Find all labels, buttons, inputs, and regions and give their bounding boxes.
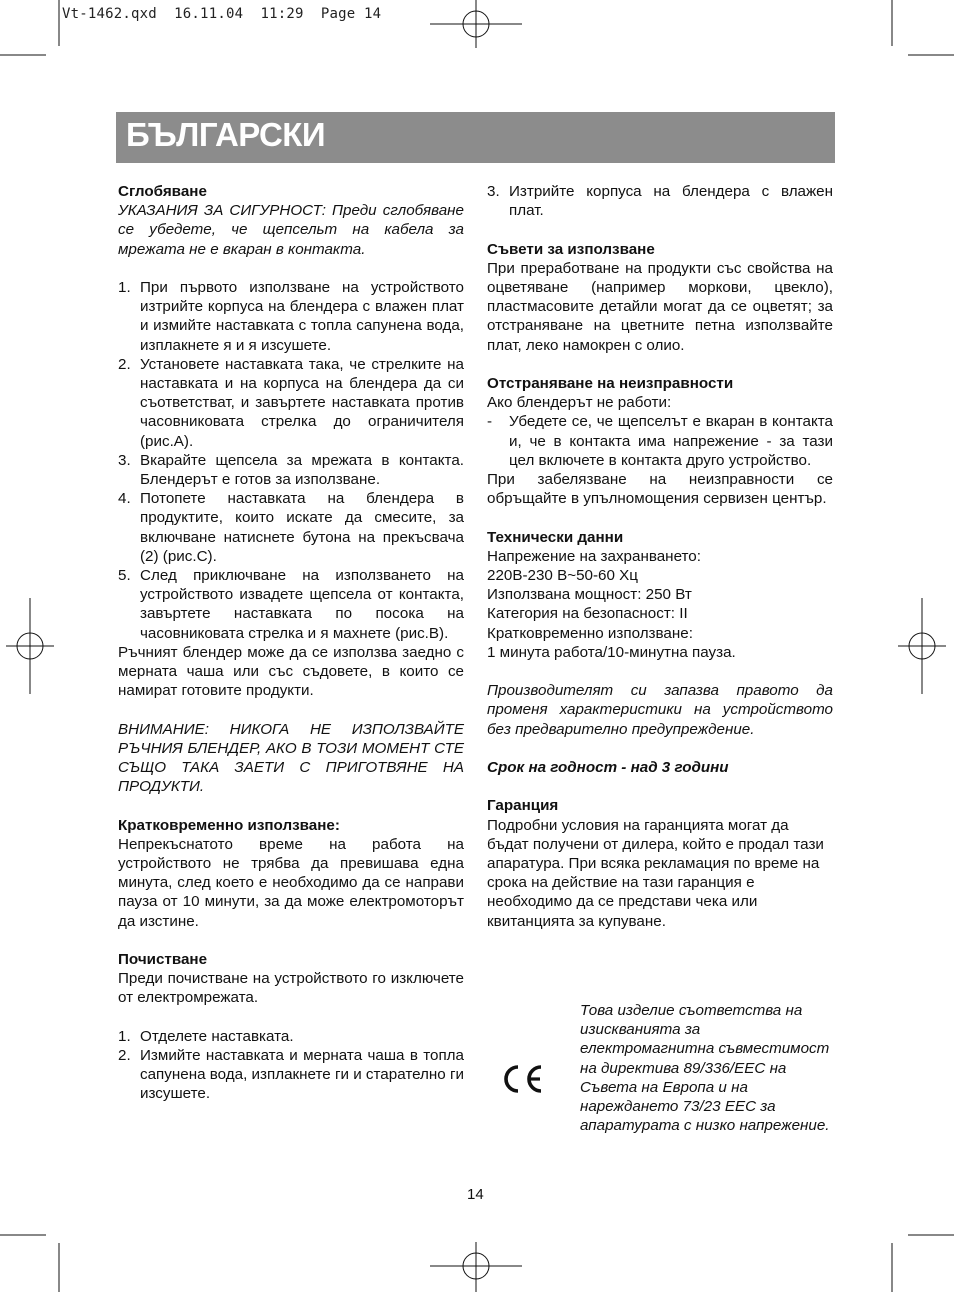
tech-line: Категория на безопасност: II [487,605,688,623]
list-item: 1. Отделете наставката. [118,1027,294,1045]
ce-conformity-text: Това изделие съответства на изискванията за електромагнитна съвместимост на директива 89/336/ЕЕС на Съвета на Европа и на нареждането 73/23 ЕЕС за апаратурата с низко напрежение. [580,1002,830,1135]
tech-heading: Технически данни [487,528,624,546]
short-use-heading: Кратковременно използване: [118,816,340,834]
cleaning-intro: Преди почистване на устройството го изключете от електромрежата. [118,970,464,1007]
troubleshooting-outro: При забелязване на неизправности се обръщайте в упълномощения сервизен център. [487,471,833,508]
ce-conformity-block [487,1001,833,1153]
troubleshooting-list [487,412,833,470]
warranty-text: Подробни условия на гаранцията могат да бъдат получени от дилера, който е продал тази апаратура. При всяка рекламация по време на срока на действие на тази гаранция е необходимо да се представи чека или квитанцията за купуване. [487,816,824,930]
cleaning-steps [118,1027,464,1104]
list-item: 4. Потопете наставката на блендера в продуктите, които искате да смесите, за включване натиснете бутона на прекъсвача (2) (рис.С). [118,490,464,565]
ce-mark-icon [499,1063,545,1095]
list-item: - Убедете се, че щепселът е вкаран в контакта и, че в контакта има напрежение - за тази цел включете в контакта друго устройство. [487,413,833,469]
hand-blender-note: Ръчният блендер може да се използва заедно с мерната чаша или със съдовете, в които се намират готовите продукти. [118,643,464,700]
troubleshooting-intro: Ако блендерът не работи: [487,394,672,412]
tips-heading: Съвети за използване [487,240,655,258]
assembly-heading: Сглобяване [118,183,207,200]
list-item: 3. Вкарайте щепсела за мрежата в контакта. Блендерът е готов за използване. [118,451,464,489]
manufacturer-note: Производителят си запазва правото да променя характеристики на устройството без предварително предупреждение. [487,682,833,738]
file-slug: Vt-1462.qxd 16.11.04 11:29 Page 14 [62,6,382,22]
list-item: 1. При първото използване на устройството изтрийте корпуса на блендера с влажен плат и измийте наставката с топла сапунена вода, изплакнете я и я изсушете. [118,279,464,354]
short-use-text: Непрекъснатото време на работа на устройството не трябва да превишава една минута, след което е необходимо да се направи пауза от 10 минути, за да може електромоторът да изстине. [118,835,464,930]
list-item: 2. Установете наставката така, че стрелките на наставката и на корпуса на блендера да си съответстват, и завъртете наставката против часовниковата стрелка до ограничителя (рис.А). [118,355,464,450]
tech-line: Кратковременно използване: [487,624,693,642]
tech-line: 1 минута работа/10-минутна пауза. [487,643,736,661]
cleaning-heading: Почистване [118,951,208,969]
cleaning-steps-continued [487,182,833,220]
banner-title: БЪЛГАРСКИ [126,116,326,153]
troubleshooting-heading: Отстраняване на неизправности [487,375,734,392]
tech-line: Напрежение на захранването: [487,547,701,565]
list-item: 3. Изтрийте корпуса на блендера с влажен плат. [487,183,833,220]
right-column [487,182,833,931]
tips-text: При преработване на продукти със свойства на оцветяване (например моркови, цвекло), пластмасовите детайли могат да се оцветят; за отстраняване на цветните петна използвайте плат, леко намокрен с олио. [487,259,833,354]
list-item: 2. Измийте наставката и мерната чаша в топла сапунена вода, изплакнете ги и старателно ги изсушете. [118,1047,464,1103]
list-item: 5. След приключване на използването на устройството извадете щепсела от контакта, завъртете наставката по посока на часовниковата стрелка и я махнете (рис.В). [118,567,464,642]
page-number: 14 [467,1186,484,1203]
left-column [118,182,464,1104]
shelf-life: Срок на годност - над 3 години [487,759,729,777]
tech-line: Използвана мощност: 250 Вт [487,586,692,604]
language-banner [116,112,835,163]
assembly-steps [118,278,464,643]
warranty-heading: Гаранция [487,797,559,815]
safety-note: УКАЗАНИЯ ЗА СИГУРНОСТ: Преди сглобяване се убедете, че щепсельт на кабела за мрежата не е вкаран в контакта. [118,202,464,258]
warning-text: ВНИМАНИЕ: НИКОГА НЕ ИЗПОЛЗВАЙТЕ РЪЧНИЯ БЛЕНДЕР, АКО В ТОЗИ МОМЕНТ СТЕ СЪЩО ТАКА ЗАЕТИ С ПРИГОТВЯНЕ НА ПРОДУКТИ. [118,720,464,796]
tech-line: 220В-230 В~50-60 Хц [487,567,638,585]
